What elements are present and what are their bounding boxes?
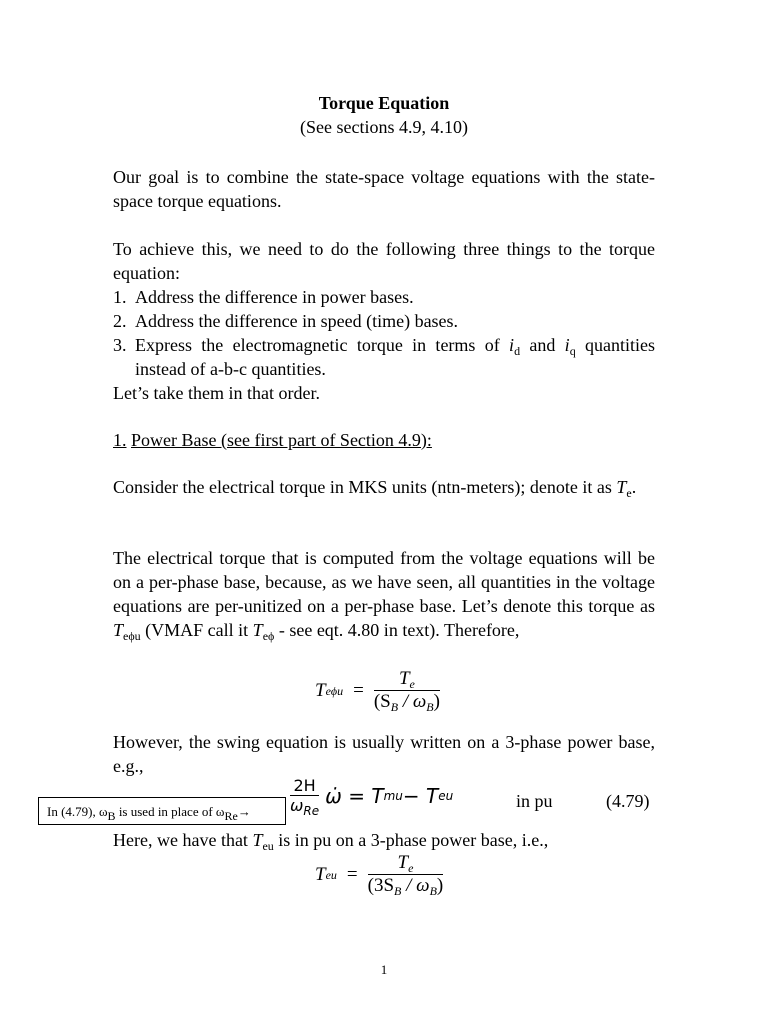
den-sub2: B <box>426 700 434 714</box>
fraction-numerator <box>399 668 415 690</box>
paragraph-text-3: - see eqt. 4.80 in text). Therefore, <box>274 620 520 640</box>
section-label: Power Base (see first part of Section 4.9): <box>131 430 432 450</box>
paragraph-text: The electrical torque that is computed from the voltage equations will be on a per-phase base, because, as we have seen, all quantities in the voltage equations are per-unitized on a per-phase base. Let’s denote this torque as <box>113 548 655 616</box>
num-t: T <box>397 852 409 873</box>
list-item <box>113 309 655 333</box>
paragraph-goal: Our goal is to combine the state-space voltage equations with the state-space torque equations. <box>113 167 655 211</box>
var-iq: i <box>564 335 570 355</box>
paragraph-text: Here, we have that <box>113 830 253 850</box>
paragraph-perphase <box>113 546 655 642</box>
swing-fraction <box>290 776 320 818</box>
page-number: 1 <box>380 962 388 977</box>
list-text: Address the difference in power bases. <box>135 287 414 307</box>
den-c: ) <box>436 875 444 896</box>
order-line: Let’s take them in that order. <box>113 383 320 403</box>
fraction-denominator <box>374 691 440 713</box>
fraction <box>374 668 440 713</box>
paragraph-steps <box>113 237 655 405</box>
paragraph-text: Consider the electrical torque in MKS units (ntn-meters); denote it as <box>113 477 617 497</box>
list-text: Address the difference in speed (time) bases. <box>135 311 459 331</box>
paragraph-end: . <box>631 477 637 497</box>
sub-d: d <box>514 344 521 358</box>
side-note <box>38 797 286 825</box>
den-sub2: B <box>429 884 437 898</box>
eq-lhs: T <box>315 863 326 885</box>
list-text: Express the electromagnetic torque in terms of <box>135 335 510 355</box>
swing-den: ω <box>290 796 304 815</box>
den-sub1: B <box>390 700 399 714</box>
equation-swing: $\frac{2H}{\omega_{Re}}$ ω̇ = T mu − T eu <box>290 776 454 818</box>
paragraph-mks <box>113 475 655 499</box>
eq-sign: = <box>353 679 364 701</box>
list-item <box>113 333 655 381</box>
swing-num: 2H <box>293 776 316 795</box>
var-id: i <box>509 335 515 355</box>
sub-q: q <box>569 344 576 358</box>
page-subtitle: (See sections 4.9, 4.10) <box>300 117 468 137</box>
fraction <box>368 852 444 897</box>
swing-minus: − T <box>402 783 439 808</box>
note-sub-b: B <box>107 809 116 823</box>
list-number: 1. <box>113 287 127 307</box>
fraction-numerator <box>397 852 413 874</box>
den-a: (3S <box>367 875 395 896</box>
list-text-end: quantities instead of a-b-c quantities. <box>135 335 655 379</box>
sub-e: e <box>626 486 632 500</box>
num-t: T <box>398 668 410 689</box>
var-teu: T <box>252 830 263 850</box>
page-title: Torque Equation <box>318 93 450 113</box>
den-b: / ω <box>401 875 430 896</box>
paragraph-teu <box>113 828 655 852</box>
note-text: In (4.79), ω <box>47 804 108 819</box>
eq-sign: = <box>346 863 358 885</box>
den-a: (S <box>373 691 391 712</box>
sub-eu: eu <box>262 839 274 853</box>
eq-lhs: T <box>315 679 326 701</box>
num-sub: e <box>408 861 414 875</box>
var-te: T <box>616 477 627 497</box>
section-heading <box>113 428 655 452</box>
paragraph-text-2: is in pu on a 3-phase power base, i.e., <box>273 830 549 850</box>
equation-unit: in pu <box>516 791 553 811</box>
equation-tephiu: T eϕu = $\frac{T_e}{(S_B / \omega_B)}$ <box>315 668 440 714</box>
arrow-icon: → <box>237 804 251 819</box>
den-b: / ω <box>398 691 427 712</box>
equation-teu: T eu = $\frac{T_e}{(3S_B / \omega_B)}$ <box>315 852 444 898</box>
fraction-denominator <box>368 875 444 897</box>
sub-ephi: eϕ <box>262 629 275 643</box>
note-sub-re: Re <box>224 809 238 823</box>
paragraph-swing: However, the swing equation is usually written on a 3-phase power base, e.g., <box>113 732 655 776</box>
var-tephi: T <box>252 620 263 640</box>
section-number: 1. <box>113 430 127 450</box>
den-c: ) <box>433 691 440 712</box>
den-sub1: B <box>394 884 402 898</box>
note-text-2: is used in place of ω <box>115 804 225 819</box>
num-sub: e <box>409 677 415 691</box>
paragraph-text-2: (VMAF call it <box>140 620 253 640</box>
swing-body: ω̇ = T <box>325 783 384 808</box>
list-item <box>113 285 655 309</box>
list-and: and <box>520 335 565 355</box>
var-tephiu: T <box>113 620 124 640</box>
list-number: 2. <box>113 311 127 331</box>
sub-ephiu: eϕu <box>123 629 141 643</box>
swing-den-sub: Re <box>303 804 320 818</box>
list-number: 3. <box>113 335 127 355</box>
steps-intro: To achieve this, we need to do the following three things to the torque equation: <box>113 239 655 283</box>
equation-tag: (4.79) <box>606 791 650 811</box>
